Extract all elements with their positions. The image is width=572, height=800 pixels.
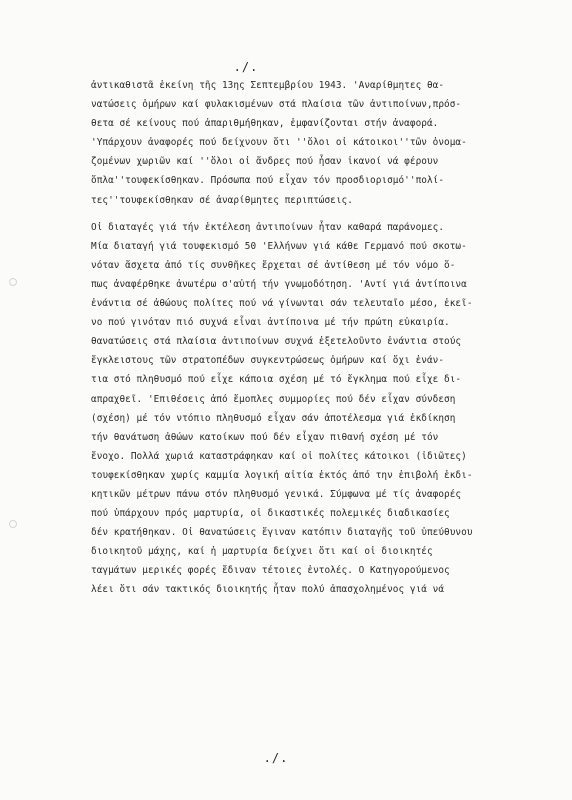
text-line: Οἱ διαταγές γιά τήν ἐκτέλεση ἀντιποίνων ἦταν καθαρά παράνομες. (91, 221, 445, 233)
text-line: τες''τουφεκίσθηκαν σέ ἀναρίθμητες περιπτώσεις. (91, 194, 353, 206)
text-line: δέν κρατήθηκαν. Οἱ θανατώσεις ἔγιναν κατόπιν διαταγῆς τοῦ ὑπεύθυνου (91, 527, 473, 539)
text-line: θετα σέ κείνους πού ἀπαριθμήθηκαν, ἐμφανίζονται στήν ἀναφορά. (91, 118, 439, 130)
paragraph-gap (91, 210, 531, 218)
text-line: ὅπλα''τουφεκίσθηκαν. Πρόσωπα πού εἶχαν τόν προσδιορισμό''πολί- (91, 175, 445, 187)
text-line: ἐνάντια σέ ἀθώους πολίτες πού νά γίνωνται σάν τελευταῖο μέσο, ἐκεῖ- (91, 298, 473, 310)
page-marker-bottom: ./. (263, 751, 289, 765)
text-line: ζομένων χωριῶν καί ''ὅλοι οἱ ἄνδρες πού ἦσαν ἱκανοί νά φέρουν (91, 156, 439, 168)
text-line: τουφεκίσθηκαν χωρίς καμμία λογική αἰτία ἐκτός ἀπό την ἐπιβολή ἐκδι- (91, 469, 473, 481)
page-marker-top: ./. (233, 60, 259, 74)
text-line: νο πού γινόταν πιό συχνά εἶναι ἀντίποινα μέ τήν πρώτη εὐκαιρία. (91, 317, 450, 329)
text-line: 'Υπάρχουν ἀναφορές πού δείχνουν ὅτι ''ὅλοι οἱ κάτοικοι''τῶν ὀνομα- (91, 137, 467, 149)
text-line: ἔγκλειστους τῶν στρατοπέδων συγκεντρώσεως ὁμήρων καί ὄχι ἐνάν- (91, 355, 445, 367)
text-line: λέει ὅτι σάν τακτικός διοικητής ἦταν πολύ ἀπασχολημένος γιά νά (91, 584, 445, 596)
text-line: τήν θανάτωση ἀθώων κατοίκων πού δέν εἶχαν πιθανή σχέση μέ τόν (91, 431, 439, 443)
text-line: ταγμάτων μερικές φορές ἔδιναν τέτοιες ἐντολές. Ο Κατηγορούμενος (91, 565, 450, 577)
punch-hole-mark (9, 278, 17, 286)
text-line: ἀντικαθιστᾶ ἐκείνη τῆς 13ης Σεπτεμβρίου 1943. 'Αναρίθμητες θα- (91, 80, 445, 91)
text-line: πως ἀναφέρθηκε ἀνωτέρω σ'αὐτή τήν γνωμοδότηση. 'Αντί γιά ἀντίποινα (91, 278, 467, 290)
text-line: τια στό πληθυσμό πού εἶχε κάποια σχέση μέ τό ἔγκλημα πού εἶχε δι- (91, 374, 462, 386)
paragraph-1 (91, 76, 531, 210)
text-line: απραχθεῖ. 'Επιθέσεις ἀπό ἔμοπλες συμμορίες πού δέν εἶχαν σύνδεση (91, 393, 456, 405)
text-line: (σχέση) μέ τόν ντόπιο πληθυσμό εἶχαν σάν ἀποτέλεσμα γιά ἐκδίκηση (91, 412, 456, 424)
text-line: πού ὑπάρχουν πρός μαρτυρία, οἱ δικαστικές πολεμικές διαδικασίες (91, 508, 450, 520)
text-line: διοικητοῦ μάχης, καί ἡ μαρτυρία δείχνει ὅτι καί οἱ διοικητές (91, 546, 433, 558)
text-line: θανατώσεις στά πλαίσια ἀντιποίνων συχνά ἐξετελοῦντο ἐνάντια στούς (91, 336, 462, 348)
text-line: Μία διαταγή γιά τουφεκισμό 50 'Ελλήνων γιά κάθε Γερμανό πού σκοτω- (91, 240, 467, 252)
text-line: νατώσεις ὁμήρων καί φυλακισμένων στά πλαίσια τῶν ἀντιποίνων,πρόσ- (91, 99, 462, 111)
document-body (91, 76, 531, 600)
text-line: κητικῶν μέτρων πάνω στόν πληθυσμό γενικά. Σύμφωνα μέ τίς ἀναφορές (91, 488, 462, 500)
text-line: ἔνοχο. Πολλά χωριά καταστράφηκαν καί οἱ πολίτες κάτοικοι (ἰδιῶτες) (91, 450, 467, 462)
punch-hole-mark (9, 520, 17, 528)
paragraph-2 (91, 218, 531, 600)
text-line: νόταν ἄσχετα ἀπό τίς συνθῆκες ἔρχεται σέ ἀντίθεση μέ τόν νόμο ὅ- (91, 259, 456, 271)
